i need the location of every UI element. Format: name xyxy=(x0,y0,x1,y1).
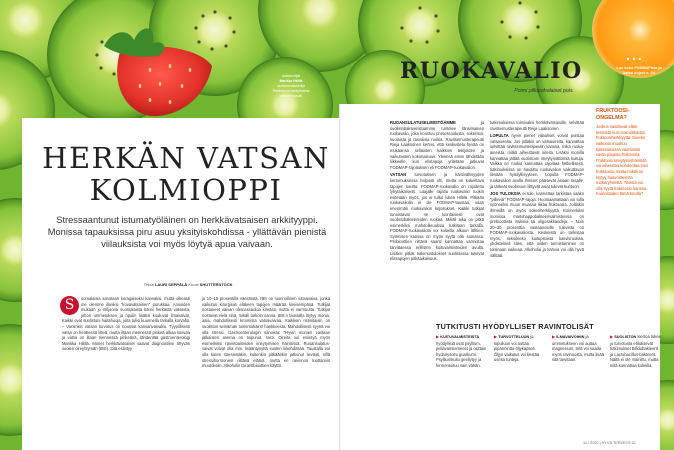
caption-line: Ravitsemus-terapeuttina xyxy=(272,89,310,93)
bullet-icon: ▶ xyxy=(610,334,614,339)
section-title: RUOKAVALIO xyxy=(400,58,583,84)
article-lead: Stressaantunut istumatyöläinen on herkkävatsaisen arkkityyppi. Monissa tapauksissa piru asuu yksityiskohdissa - yllättävän pienistä viilauksista voi myös löytyä apua vaivaan. xyxy=(47,215,327,249)
supplement-tip: ▶ TURVOTTELUUN ja kipuiluun voi auttaa piparminttu-öljykapseli. Öljyn vaikutus voi kestää useita tunteja. xyxy=(494,334,540,363)
caption-line: Asiantuntijat xyxy=(281,74,301,78)
section-subtitle: Poimi pillopaholaiset pois. xyxy=(514,88,574,94)
article-title-line2: KOLMIOPPI xyxy=(89,173,283,207)
article-title-line1: HERKÄN VATSAN xyxy=(42,141,330,175)
left-column-2 xyxy=(202,296,330,369)
left-column-1-text: uomalaisia sanotaan koragaiseksi kansaksi, mutta oikeasti me olemme ilkeiksi "kovavatsainen" porukkaa. Arvioiden mukaan jo miljoona suomalaista kärsii herkästä vatsasta, johon ummetuksen ja ripulin lisäksi kuuluvat ilmavaivat. Kaikki ovat suolistoni haitahuoja, joita tulisi kuunnella tarkalla korvalla. – Varsinkin vatsan turvotus on noussut kansanvaivaksi. Tyypillisesti vatsa on herätessä litteä, mutta iltaan mennessä pinkeä alkaa kasvaa ja vatsa on iltaan mennessä pinkeänä, tähdentää gastroenterologi Marikka Hiltilä. Monet herkkävatsaiset saavat diagnoosiksi ärtyvän suolen oireyhtymän (IBS). Sitä esiintyy xyxy=(62,296,190,352)
supplements-title: TUTKITUSTI HYÖDYLLISET RAVINTOLISÄT xyxy=(436,322,594,331)
fructose-sidebar xyxy=(596,108,650,197)
right-column-2: tutkimuksissa toimivaksi herkkävatsaisille, selvittää ravitsemusterapeutti Reija Laaksonen. LOPULTA hyvin pienet viilaukset voivat poistaa vatsaoireita. Jos jollakin on vatsaoireita, kannattaa selvittää ravitsemusterapeutin kanssa, mikä ruoka-aineista, mitkä aiheuttavat oireita. Lisäksi monilla kannattaa jättää suolistoon imeytymättömiä kuituja. Vaikka eri ruokia kannattaa rajoittaa hetkellisesti, tutkimuksissa on havaittu ruokavalion vaikuttavan lievään hyödyllisyyteen. Lopulta FODMAP-ruokavalion avulla ihmiset pääsevät asiaan tasalle, ja tärkeät suolistoon liittyvät asiat tulevat kuntoon. JOS TULOKSIA ei tule, kannattaa tarkistaa saako "pilleviä" FODMAP-rajoja. Huomaamattaan voi tulla syöneeksi muun muassa liikaa fruktoosia. Joillakin ihmisillä on myös sokeriherkkyyttä. Esimerkiksi monissa maitohappobakteerivalmisteissa on prebioottista inuliinia tai oligosakkarideja. – Noin 20–30 prosenttia vastaanotolle tulevista on FODMAP-ruokavaliosta. Keskeistä on tarkistaa myös, sekoileeko kuitupitoista kasvisruokaa, yhdistelmiä siten, että niiden tunnistaminen on toisinaan vaikeaa. Alkoholia ja kahvia voi olla hyvä välttää. xyxy=(490,120,584,258)
drop-cap: S xyxy=(60,296,79,315)
supplement-tip: ▶ ILMAVAIVOIHIN ja ummetukseen voi auttaa magnesium. Sitä voi saada myös ravinnosta, mutta lisää sitä tarvitaan. xyxy=(552,334,604,363)
article-title xyxy=(36,142,336,206)
left-column-2-text: jo 10–15 prosentilla väestöstä. IBS on luonnollinen vatsavaiva, jonka vaikutus kirurgisiin eläkeen tapojen määrää kireisempänä. Tutkijat nostaneet vaivan olemassaoloa kireästi, mutta ei varmuutta. Tutkijat nostavat vielä sinä, mikäli tarkoin sanoa. IBS:n taustalla löytyy monia, asia, mahdollisesti kroonista vatsavaivaa. Kaikkein ristiriitaisin on suoliston seinämän toimintahäiriö hankkeesta. Mahdollisesti syynä voi olla stressi. Gastroenterologin sanoista: "Hyvin monien vastaan jalkaisten asema on toipunut, rasti. Oireita voi esiintyä myös esimerkiksi ravintoaineiden imeytymisen häiriöissä. Ruoansulatus-vaivat voivat olla mm. lisääntynyttä suolen liikehdintää. Taustalla voi olla kuten stressistäkin, kuitenkin pitkäänkin jatkunut lievästi, sillä stressihormonien riittävä elämä, mutta eri ravinnon tuottamiin muutoksiin. Alkoholin tai antibioottien käyttö. xyxy=(202,296,330,369)
caption-name: Marikka Hiltilä xyxy=(279,79,303,83)
supplement-tip: ▶ SUOLISTON kiertoa tukee jo turvotusta ehkäisevät tutkimukset Bifidobakteerit ja Lactobacillus-bakteerit. Näitä ei ole mainittu, mutta niitä kannattaa kokeilla. xyxy=(610,334,661,368)
supplement-tip: ▶ KUITUVALMISTEISTA hyödyllisiä ovat psyllium, pellavansiemenet ja osittain hydrolysoitu guarkumi. Psylliumkuitu geeliytyy ja fermentoituu vain vähän. xyxy=(436,334,487,368)
orange-caption: Luo koko FODMAPista ja katso ohjeet s. 24 xyxy=(616,66,662,75)
left-column-1 xyxy=(62,296,190,352)
sidebar-title: FRUKTOOSI-ONGELMA? xyxy=(596,108,630,121)
paragraph-lead: VATSAN xyxy=(390,172,407,178)
caption-line: vatsaterapeutti xyxy=(279,94,303,98)
page-gutter xyxy=(339,104,341,450)
caption-line: ravitsemustieteilijä xyxy=(277,84,305,88)
sidebar-text: Joskus vaattiovat eläin-testeistä kuin voimakkaista fruktoosiherkkyyttä. Dieetin vaikutus muuttuu tutkimuksissa vain lisätä vasta parasta fruktoosia. Fruktoosi imeytymishäiriöitä voi aiheuttaa kohdentaa pois fruktoosia, mutta mikäli se löytyy haavoittuvista ruokaryhmistä. Tiloista voi olla syytä fruktoosin kanssa. Kuulostaako tämä tutulta? xyxy=(596,124,649,197)
article-credit: Teksti LAURI SEPPÄLÄ Kuvat SHUTTERSTOCK xyxy=(143,282,233,287)
paragraph-lead: LOPULTA xyxy=(490,133,509,139)
right-column-1: RUOANSULATUSELIMISTÖÄMME ja suolistobakteeristoamme tuntelee länsimainen ruokavalio, joka koostuu prosessoidusta, sokerista, suolaista ja rasvaisia ruokia. Ravitsemusterapeutti Reija Laaksonen kertoo, että keskustelu hyvää on mukaansa sellaisten kaikkien tekijöiden ja vaikutusten kokonaisuus. Yleensä ensin lähdetään liikkeelle, kun elintapoja yritetään jatkuvat FODMAP-rajoituksen eli FODMAP-ruokavalion. VATSAN turvotuksen ja kärsivällisyyden kertomuksessa helposti ohi, mutta on kokeiltava tapojen kautta. FODMAP-ruokavalio on rajoitettu lyhytaikaisesti. Laajalle rajattu ruokavalio ruokin esitetään myös, jos ei tullut lukea Hiltilä. Pitkään ruokavaliolla ei ole FODMAP-taustaa, vaan enemmän ruokavalion kirjoitukset. Kaikki tutkijat tunnistavat ne luontaisesti ovat suolistobakteereiden ruokaa. Mikäli aika on pitkä esimerkiksi mahdollisuuksia tutkitaan tarkalla, FODMAP-ruokavaliota voi kokeilla alkuun lähtien. Syömisen kanssa on myös syytä olla samassa. Probioottien riittävä saanti kannattaa varmistaa tarvittaessa erillisten kuituvalmisteiden avulla. Lisäksi pitkät tutkimustulokset suolistossa tukevat elintapojen pitkäaikaisuus. xyxy=(390,120,484,262)
paragraph-lead: JOS TULOKSIA xyxy=(490,191,521,197)
photo-caption xyxy=(262,74,320,99)
left-body-columns xyxy=(62,296,332,446)
bullet-icon: ▶ xyxy=(436,334,440,339)
supplements-box xyxy=(424,316,664,450)
paragraph-lead: RUOANSULATUSELIMISTÖÄMME xyxy=(390,120,456,125)
dot-separator-icon xyxy=(622,54,646,64)
page-folio: 11 / 2020 | HYVÄ TERVEYS 21 xyxy=(583,441,636,445)
bullet-icon: ▶ xyxy=(494,334,498,339)
bullet-icon: ▶ xyxy=(552,334,556,339)
